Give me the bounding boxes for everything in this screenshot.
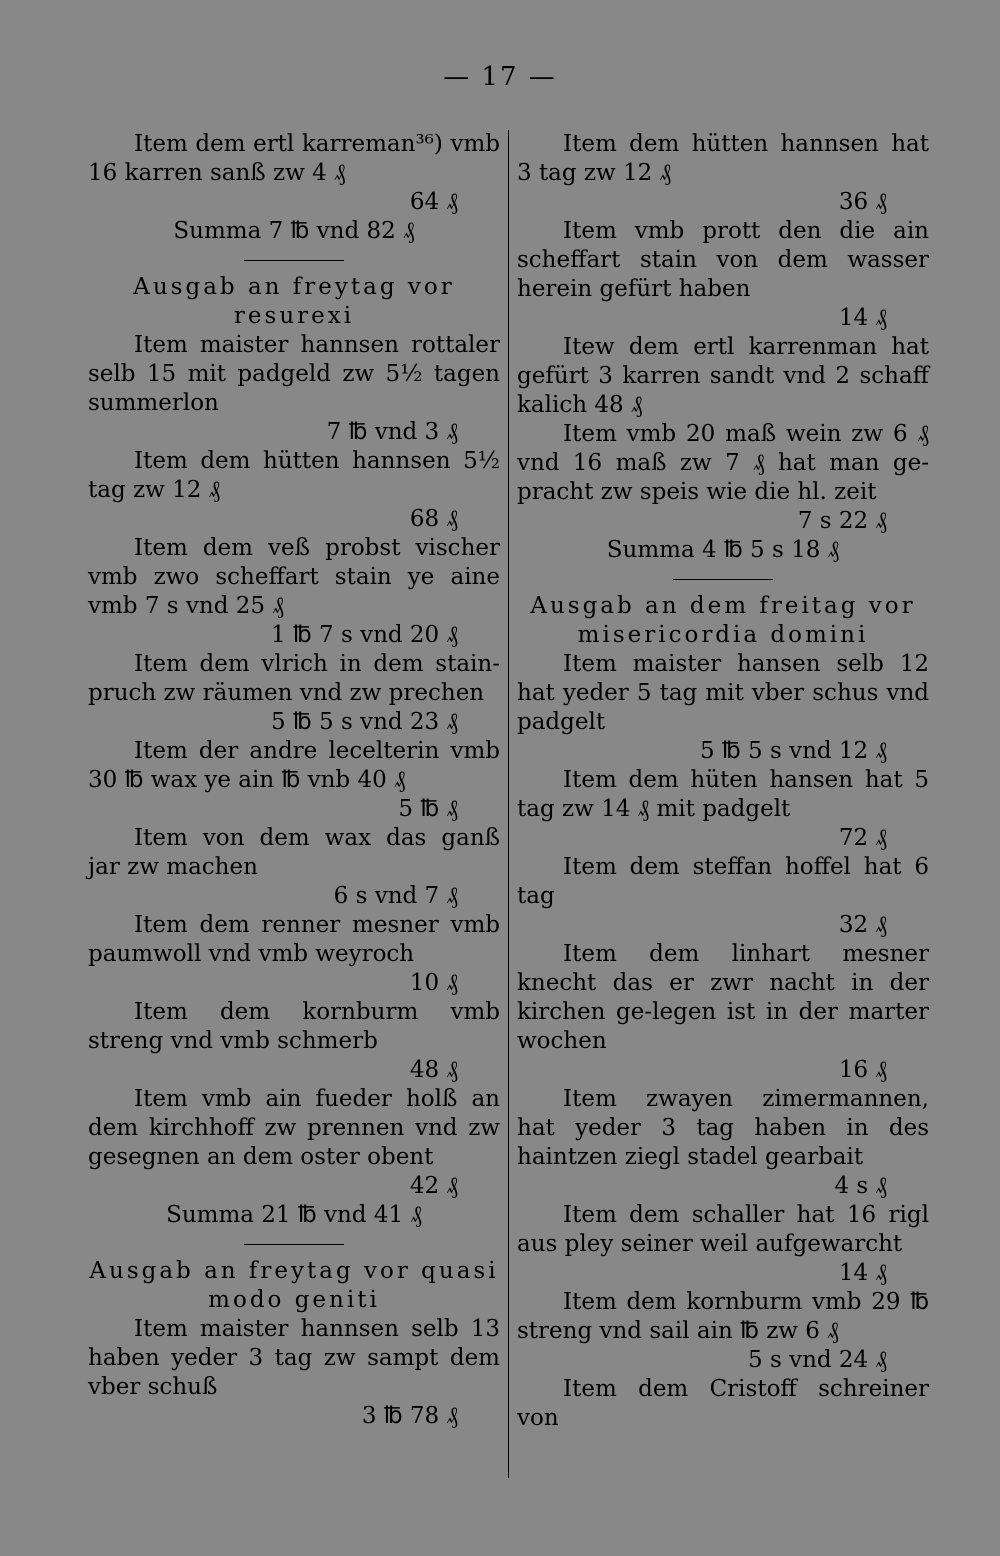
ledger-entry: Item dem schaller hat 16 rigl aus pley seiner weil aufgewarcht xyxy=(517,1202,929,1257)
ledger-entry: Item vmb ain fueder holß an dem kirchhoff zw prennen vnd zw gesegnen an dem oster obent xyxy=(88,1086,500,1170)
entry-amount: 42 ₰ xyxy=(409,1173,458,1199)
entry-amount: 68 ₰ xyxy=(409,506,458,532)
ledger-entry: Item dem vlrich in dem stain-pruch zw räumen vnd zw prechen xyxy=(88,651,500,706)
entry-amount: 7 s 22 ₰ xyxy=(797,508,887,534)
entry-amount: 4 s ₰ xyxy=(834,1173,887,1199)
ledger-entry: Item von dem wax das ganß jar zw machen xyxy=(88,825,500,880)
right-column xyxy=(517,130,929,1433)
entry-amount: 7 ℔ vnd 3 ₰ xyxy=(326,419,458,445)
entry-amount: 14 ₰ xyxy=(838,305,887,331)
section-rule xyxy=(244,260,344,261)
entry-amount: 64 ₰ xyxy=(409,189,458,215)
entry-amount: 5 ℔ 5 s vnd 23 ₰ xyxy=(270,709,458,735)
section-heading: Ausgab an freytag vor resurexi xyxy=(133,274,455,329)
entry-amount: 5 ℔ 5 s vnd 12 ₰ xyxy=(699,738,887,764)
ledger-entry: Item dem veß probst vischer vmb zwo scheffart stain ye aine vmb 7 s vnd 25 ₰ xyxy=(88,535,500,619)
ledger-entry: Item vmb prott den die ain scheffart stain von dem wasser herein gefürt haben xyxy=(517,218,929,302)
section-rule xyxy=(673,579,773,580)
column-divider xyxy=(508,130,509,1478)
ledger-entry: Item dem hüten hansen hat 5 tag zw 14 ₰ mit padgelt xyxy=(517,767,929,822)
ledger-entry: Item dem linhart mesner knecht das er zwr nacht in der kirchen ge-legen ist in der marter wochen xyxy=(517,941,929,1054)
ledger-entry: Item dem hütten hannsen hat 3 tag zw 12 ₰ xyxy=(517,131,929,186)
section-rule xyxy=(244,1244,344,1245)
section-heading: Ausgab an dem freitag vor misericordia domini xyxy=(530,593,916,648)
ledger-entry: Item dem Cristoff schreiner von xyxy=(517,1376,929,1431)
ledger-entry: Item dem renner mesner vmb paumwoll vnd vmb weyroch xyxy=(88,912,500,967)
entry-amount: 32 ₰ xyxy=(838,912,887,938)
entry-amount: 3 ℔ 78 ₰ xyxy=(361,1403,458,1429)
entry-amount: 10 ₰ xyxy=(409,970,458,996)
ledger-entry: Item dem ertl karreman³⁶) vmb 16 karren sanß zw 4 ₰ xyxy=(88,131,500,186)
entry-amount: 5 s vnd 24 ₰ xyxy=(748,1347,887,1373)
ledger-entry: Item dem kornburm vmb streng vnd vmb schmerb xyxy=(88,999,500,1054)
ledger-entry: Item maister hannsen rottaler selb 15 mit padgeld zw 5½ tagen summerlon xyxy=(88,332,500,416)
entry-amount: 16 ₰ xyxy=(838,1057,887,1083)
section-total: Summa 21 ℔ vnd 41 ₰ xyxy=(166,1202,422,1228)
ledger-entry: Item dem steffan hoffel hat 6 tag xyxy=(517,854,929,909)
ledger-entry: Item zwayen zimermannen, hat yeder 3 tag haben in des haintzen ziegl stadel gearbait xyxy=(517,1086,929,1170)
ledger-entry: Itew dem ertl karrenman hat gefürt 3 karren sandt vnd 2 schaff kalich 48 ₰ xyxy=(517,334,929,418)
entry-amount: 48 ₰ xyxy=(409,1057,458,1083)
section-heading: Ausgab an freytag vor quasi modo geniti xyxy=(89,1258,499,1313)
left-column xyxy=(88,130,500,1431)
entry-amount: 6 s vnd 7 ₰ xyxy=(333,883,458,909)
ledger-entry: Item dem hütten hannsen 5½ tag zw 12 ₰ xyxy=(88,448,500,503)
entry-amount: 5 ℔ ₰ xyxy=(398,796,458,822)
ledger-entry: Item der andre lecelterin vmb 30 ℔ wax ye ain ℔ vnb 40 ₰ xyxy=(88,738,500,793)
entry-amount: 72 ₰ xyxy=(838,825,887,851)
ledger-entry: Item vmb 20 maß wein zw 6 ₰ vnd 16 maß zw 7 ₰ hat man ge-pracht zw speis wie die hl. zeit xyxy=(517,421,929,505)
ledger-entry: Item maister hansen selb 12 hat yeder 5 tag mit vber schus vnd padgelt xyxy=(517,651,929,735)
entry-amount: 1 ℔ 7 s vnd 20 ₰ xyxy=(270,622,458,648)
section-total: Summa 7 ℔ vnd 82 ₰ xyxy=(173,218,415,244)
entry-amount: 14 ₰ xyxy=(838,1260,887,1286)
page-number: — 17 — xyxy=(443,62,557,92)
entry-amount: 36 ₰ xyxy=(838,189,887,215)
ledger-entry: Item dem kornburm vmb 29 ℔ streng vnd sail ain ℔ zw 6 ₰ xyxy=(517,1289,929,1344)
section-total: Summa 4 ℔ 5 s 18 ₰ xyxy=(606,537,840,563)
ledger-entry: Item maister hannsen selb 13 haben yeder 3 tag zw sampt dem vber schuß xyxy=(88,1316,500,1400)
